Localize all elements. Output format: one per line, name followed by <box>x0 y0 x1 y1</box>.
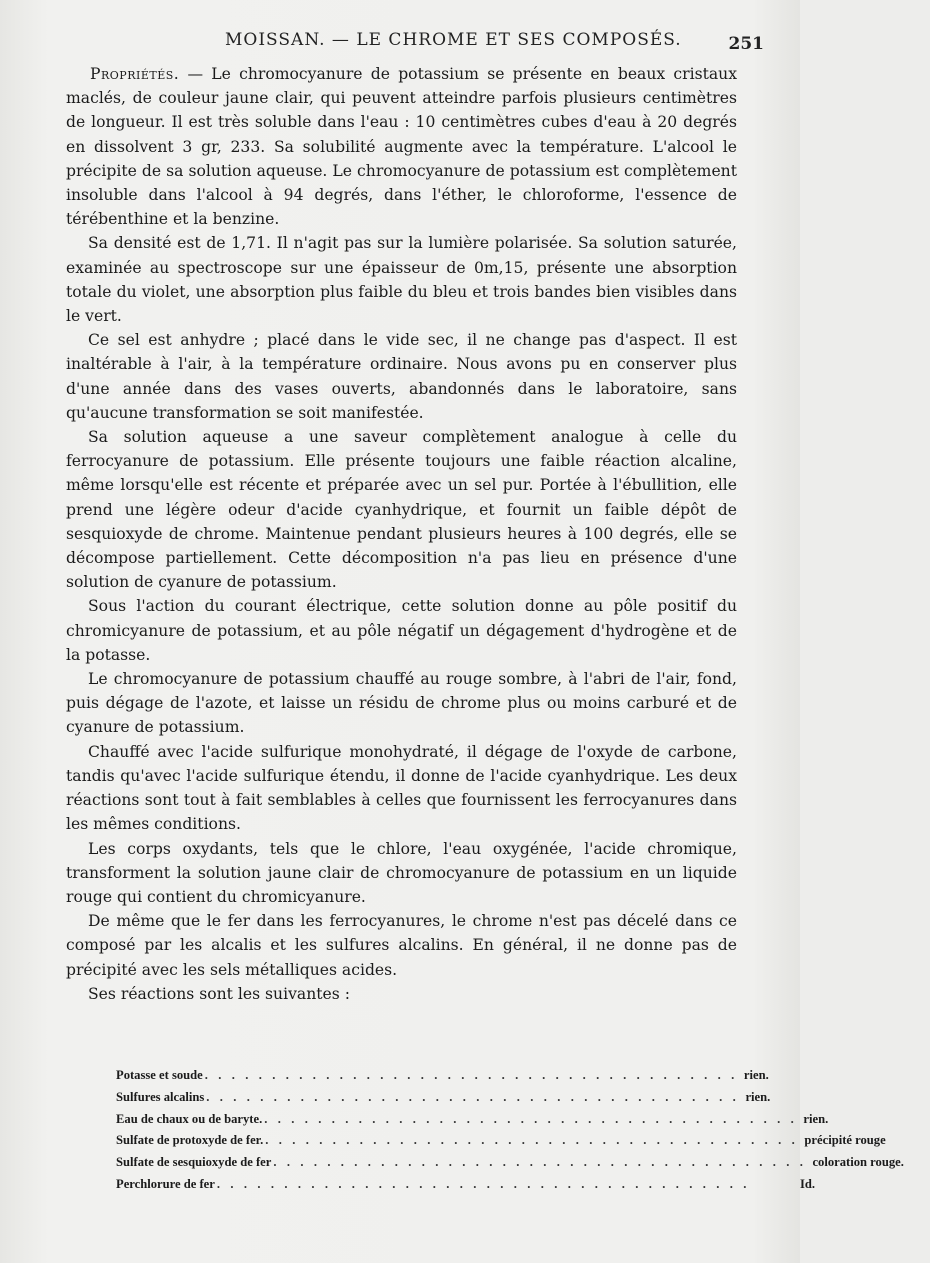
paragraph-solution-aqueuse: Sa solution aqueuse a une saveur complètement analogue à celle du ferrocyanure de potassium. Elle présente toujours une faible réaction alcaline, même lorsqu'elle est récente et préparée avec un sel pur. Portée à l'ébullition, elle prend une légère odeur d'acide cyanhydrique, et fournit un faible dépôt de sesquioxyde de chrome. Maintenue pendant plusieurs heures à 100 degrés, elle se décompose partiellement. Cette décomposition n'a pas lieu en présence d'une solution de cyanure de potassium. <box>66 428 737 592</box>
reagent-name: Sulfate de sesquioxyde de fer <box>116 1155 272 1170</box>
dot-leader: . . . . . . . . . . . . . . . . . . . . . . . . . . . . . . . . . . . . . . . . <box>206 1089 740 1104</box>
reaction-result: précipité rouge <box>804 1133 886 1148</box>
page-number: 251 <box>728 34 764 54</box>
running-title: MOISSAN. — LE CHROME ET SES COMPOSÉS. <box>225 30 682 50</box>
table-row <box>116 1089 771 1112</box>
reaction-result: rien. <box>743 1068 769 1082</box>
paragraph-densite: Sa densité est de 1,71. Il n'agit pas sur la lumière polarisée. Sa solution saturée, examinée au spectroscope sur une épaisseur de 0m,15, présente une absorption totale du violet, une absorption plus faible du bleu et trois bandes bien visibles dans le vert. <box>66 234 737 326</box>
table-row <box>116 1155 904 1177</box>
dot-leader: . . . . . . . . . . . . . . . . . . . . . . . . . . . . . . . . . . . . . . . . <box>204 1068 738 1082</box>
paragraph-reactions-intro: Ses réactions sont les suivantes : <box>88 984 350 1003</box>
paragraph-corps-oxydants: Les corps oxydants, tels que le chlore, l'eau oxygénée, l'acide chromique, transforment la solution jaune clair de chromocyanure de potassium en un liquide rouge qui contient du chromicyanure. <box>66 839 737 906</box>
paragraph-ferrocyanures: De même que le fer dans les ferrocyanures, le chrome n'est pas décelé dans ce composé par les alcalis et les sulfures alcalins. En général, il ne donne pas de précipité avec les sels métalliques acides. <box>66 912 737 979</box>
reagent-name: Eau de chaux ou de baryte. <box>116 1111 263 1126</box>
table-row <box>116 1176 816 1199</box>
table-row <box>116 1068 769 1090</box>
reagent-name: Perchlorure de fer <box>116 1176 215 1191</box>
paragraph-proprietes <box>66 62 737 231</box>
table-row <box>116 1133 886 1155</box>
reaction-result: coloration rouge. <box>812 1155 904 1170</box>
reaction-result: Id. <box>799 1176 816 1191</box>
reagent-name: Potasse et soude <box>116 1068 203 1082</box>
table-row <box>116 1111 829 1134</box>
paragraph-rouge-sombre: Le chromocyanure de potassium chauffé au rouge sombre, à l'abri de l'air, fond, puis dégage de l'azote, et laisse un résidu de chrome plus ou moins carburé et de cyanure de potassium. <box>66 670 737 737</box>
reaction-result: rien. <box>745 1089 771 1104</box>
dot-leader: . . . . . . . . . . . . . . . . . . . . . . . . . . . . . . . . . . . . . . . . <box>216 1176 750 1191</box>
page-header <box>0 30 800 60</box>
reagent-name: Sulfures alcalins <box>116 1089 205 1104</box>
paragraph-text: — Le chromocyanure de potassium se présente en beaux cristaux maclés, de couleur jaune clair, qui peuvent atteindre parfois plusieurs centimètres de longueur. Il est très soluble dans l'eau : 10 centimètres cubes d'eau à 20 degrés en dissolvent 3 gr, 233. Sa solubilité augmente avec la température. L'alcool le précipite de sa solution aqueuse. Le chromocyanure de potassium est complètement insoluble dans l'alcool à 94 degrés, dans l'éther, le chloroforme, l'essence de térébenthine et la benzine. <box>66 65 738 229</box>
dot-leader: . . . . . . . . . . . . . . . . . . . . . . . . . . . . . . . . . . . . . . . . <box>273 1155 807 1170</box>
dot-leader: . . . . . . . . . . . . . . . . . . . . . . . . . . . . . . . . . . . . . . . . <box>265 1133 799 1148</box>
reaction-result: rien. <box>803 1111 829 1126</box>
section-heading-proprietes: Propriétés. <box>90 65 180 83</box>
body-text <box>66 62 737 1006</box>
paragraph-anhydre: Ce sel est anhydre ; placé dans le vide sec, il ne change pas d'aspect. Il est inaltérable à l'air, à la température ordinaire. Nous avons pu en conserver plus d'une année dans des vases ouverts, abandonnés dans le laboratoire, sans qu'aucune transformation se soit manifestée. <box>66 331 737 422</box>
paragraph-courant-electrique: Sous l'action du courant électrique, cette solution donne au pôle positif du chromicyanure de potassium, et au pôle négatif un dégagement d'hydrogène et de la potasse. <box>66 597 737 664</box>
paragraph-acide-sulfurique: Chauffé avec l'acide sulfurique monohydraté, il dégage de l'oxyde de carbone, tandis qu'avec l'acide sulfurique étendu, il donne de l'acide cyanhydrique. Les deux réactions sont tout à fait semblables à celles que fournissent les ferrocyanures dans les mêmes conditions. <box>66 742 737 834</box>
reagent-name: Sulfate de protoxyde de fer. <box>116 1133 264 1148</box>
reactions-table <box>116 1068 904 1199</box>
dot-leader: . . . . . . . . . . . . . . . . . . . . . . . . . . . . . . . . . . . . . . . . <box>264 1111 798 1126</box>
